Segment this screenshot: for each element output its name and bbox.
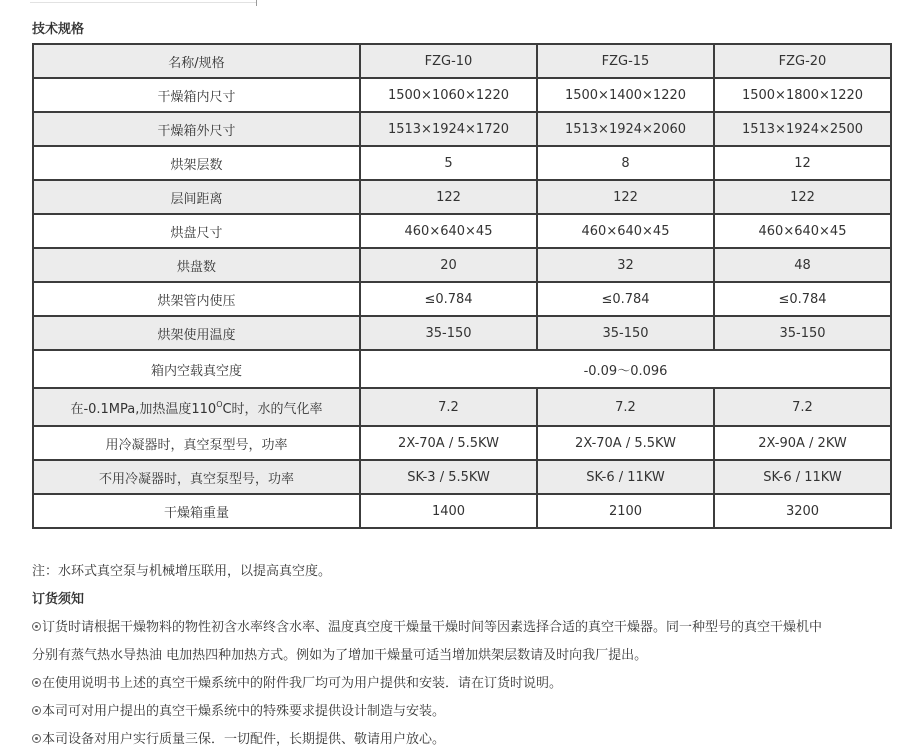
cell: 3200 <box>714 494 891 528</box>
cell: 1513×1924×2500 <box>714 112 891 146</box>
header-cell: 名称/规格 <box>33 44 360 78</box>
row-label: 干燥箱内尺寸 <box>33 78 360 112</box>
order-item-text: 订货时请根据干燥物料的物性初含水率终含水率、温度真空度干燥量干燥时间等因素选择合适的真空干燥器。同一种型号的真空干燥机中 <box>42 620 823 635</box>
table-row <box>33 248 891 282</box>
header-cell: FZG-15 <box>537 44 714 78</box>
cell: 35-150 <box>714 316 891 350</box>
table-row <box>33 146 891 180</box>
table-row <box>33 112 891 146</box>
cell: 1513×1924×2060 <box>537 112 714 146</box>
cell: 5 <box>360 146 537 180</box>
table-row <box>33 180 891 214</box>
row-label-suffix: C时，水的气化率 <box>222 401 323 417</box>
cell: SK-3 / 5.5KW <box>360 460 537 494</box>
table-row <box>33 316 891 350</box>
cell: 2X-90A / 2KW <box>714 426 891 460</box>
bullet-icon <box>32 678 41 687</box>
cell: 2X-70A / 5.5KW <box>537 426 714 460</box>
cell: 32 <box>537 248 714 282</box>
cell: 7.2 <box>714 388 891 426</box>
header-cell: FZG-20 <box>714 44 891 78</box>
order-item-text: 本司设备对用户实行质量三保．一切配件，长期提供、敬请用户放心。 <box>42 732 446 747</box>
order-item-text: 本司可对用户提出的真空干燥系统中的特殊要求提供设计制造与安装。 <box>42 704 446 719</box>
cell: 35-150 <box>537 316 714 350</box>
row-label: 不用冷凝器时，真空泵型号，功率 <box>33 460 360 494</box>
order-item <box>32 618 892 638</box>
order-item <box>32 730 892 750</box>
order-item-continuation: 分别有蒸气热水导热油 电加热四种加热方式。例如为了增加干燥量可适当增加烘架层数请及时向我厂提出。 <box>32 648 648 663</box>
row-label: 烘架层数 <box>33 146 360 180</box>
cell: SK-6 / 11KW <box>714 460 891 494</box>
table-row-vaporization <box>33 388 891 426</box>
cell: 7.2 <box>360 388 537 426</box>
cell: 20 <box>360 248 537 282</box>
cell: 2X-70A / 5.5KW <box>360 426 537 460</box>
bullet-icon <box>32 706 41 715</box>
row-label: 干燥箱外尺寸 <box>33 112 360 146</box>
cell: 122 <box>537 180 714 214</box>
order-item-text: 在使用说明书上述的真空干燥系统中的附件我厂均可为用户提供和安装．请在订货时说明。 <box>42 676 563 691</box>
bullet-icon <box>32 622 41 631</box>
cell: 460×640×45 <box>537 214 714 248</box>
row-label: 层间距离 <box>33 180 360 214</box>
order-item <box>32 674 892 694</box>
cell: 35-150 <box>360 316 537 350</box>
top-divider <box>30 0 256 3</box>
table-header-row <box>33 44 891 78</box>
row-label: 用冷凝器时，真空泵型号，功率 <box>33 426 360 460</box>
cell: SK-6 / 11KW <box>537 460 714 494</box>
table-row <box>33 214 891 248</box>
cell: 8 <box>537 146 714 180</box>
cell: ≤0.784 <box>537 282 714 316</box>
order-item <box>32 702 892 722</box>
table-row <box>33 282 891 316</box>
table-note: 注：水环式真空泵与机械增压联用，以提高真空度。 <box>32 564 332 579</box>
table-row-vacuum <box>33 350 891 388</box>
row-label-prefix: 在-0.1MPa,加热温度110 <box>70 401 217 417</box>
top-divider-tick <box>256 0 257 6</box>
row-label <box>33 388 360 426</box>
cell: 460×640×45 <box>714 214 891 248</box>
row-label: 箱内空载真空度 <box>33 350 360 388</box>
bullet-icon <box>32 734 41 743</box>
cell: 1400 <box>360 494 537 528</box>
row-label: 干燥箱重量 <box>33 494 360 528</box>
table-row <box>33 460 891 494</box>
header-cell: FZG-10 <box>360 44 537 78</box>
cell: 48 <box>714 248 891 282</box>
row-label: 烘盘数 <box>33 248 360 282</box>
table-row <box>33 494 891 528</box>
table-row <box>33 78 891 112</box>
cell: 12 <box>714 146 891 180</box>
row-label: 烘盘尺寸 <box>33 214 360 248</box>
row-label: 烘架管内使压 <box>33 282 360 316</box>
cell: 122 <box>360 180 537 214</box>
section-title: 技术规格 <box>32 22 85 37</box>
cell: 1500×1060×1220 <box>360 78 537 112</box>
cell: 1500×1800×1220 <box>714 78 891 112</box>
cell: 1513×1924×1720 <box>360 112 537 146</box>
merged-cell: -0.09～0.096 <box>360 350 891 388</box>
degree-superscript: O <box>216 399 223 409</box>
table-row <box>33 426 891 460</box>
cell: ≤0.784 <box>714 282 891 316</box>
cell: 460×640×45 <box>360 214 537 248</box>
cell: 7.2 <box>537 388 714 426</box>
cell: 1500×1400×1220 <box>537 78 714 112</box>
row-label: 烘架使用温度 <box>33 316 360 350</box>
cell: 2100 <box>537 494 714 528</box>
order-notice-title: 订货须知 <box>32 592 85 607</box>
cell: 122 <box>714 180 891 214</box>
spec-table <box>32 43 892 529</box>
cell: ≤0.784 <box>360 282 537 316</box>
